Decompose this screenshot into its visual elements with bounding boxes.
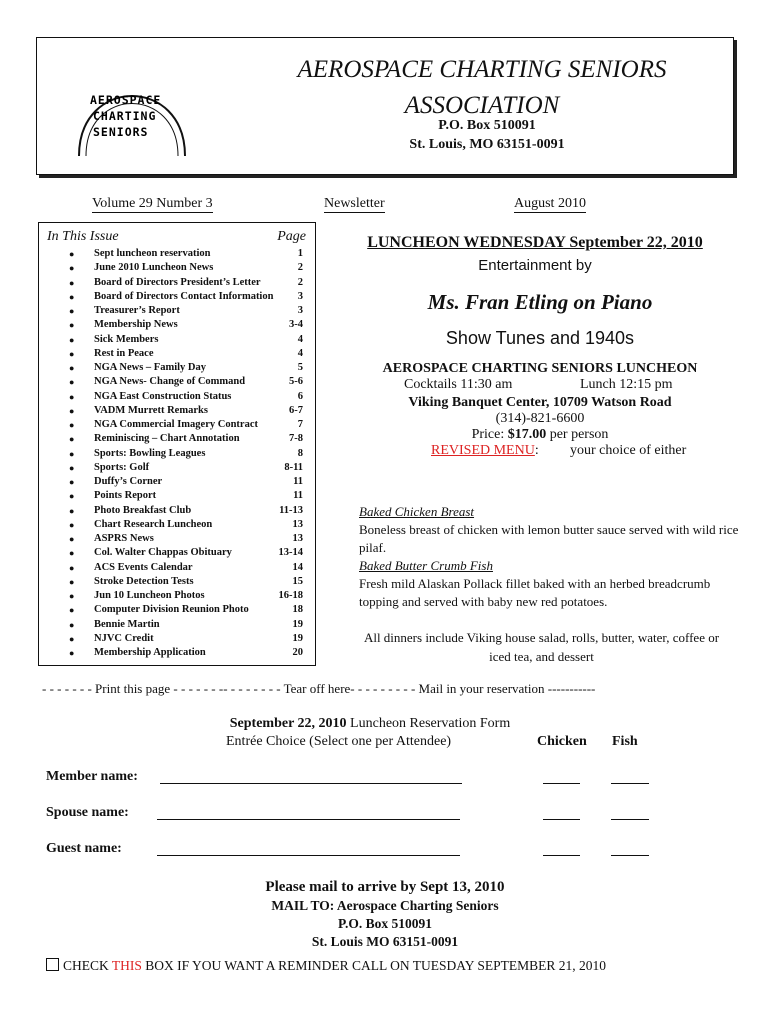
index-item-title: Board of Directors President’s Letter bbox=[94, 276, 261, 288]
dinners-note: All dinners include Viking house salad, rolls, butter, water, coffee or iced tea, and dessert bbox=[363, 630, 720, 664]
bullet-icon: ● bbox=[69, 534, 75, 544]
entertainment-by: Entertainment by bbox=[478, 257, 592, 274]
option-2-name: Baked Butter Crumb Fish bbox=[359, 558, 493, 573]
index-item-title: Bennie Martin bbox=[94, 618, 160, 630]
performer: Ms. Fran Etling on Piano bbox=[427, 290, 653, 314]
tear-off-line: - - - - - - - Print this page - - - - - - -- - - - - - - - Tear off here- - - - - - - - - Mail in your reservation ----------- bbox=[42, 681, 596, 696]
option-1-description: Boneless breast of chicken with lemon butter sauce served with wild rice pilaf. bbox=[359, 522, 739, 555]
index-item-title: Jun 10 Luncheon Photos bbox=[94, 590, 205, 601]
bullet-icon: ● bbox=[69, 363, 75, 373]
bullet-icon: ● bbox=[69, 263, 75, 274]
bullet-icon: ● bbox=[69, 505, 75, 516]
bullet-icon: ● bbox=[69, 291, 75, 302]
index-item bbox=[39, 290, 315, 304]
index-item-title: NGA News- Change of Command bbox=[94, 376, 246, 388]
reminder-highlight: THIS bbox=[111, 958, 142, 973]
org-name bbox=[267, 52, 697, 124]
luncheon-title: LUNCHEON WEDNESDAY September 22, 2010 bbox=[367, 234, 703, 251]
index-item bbox=[39, 375, 315, 389]
revised-menu-label bbox=[431, 443, 539, 459]
index-item bbox=[39, 561, 315, 575]
mail-to: MAIL TO: Aerospace Charting Seniors bbox=[271, 898, 499, 913]
index-item-page: 14 bbox=[292, 561, 303, 573]
index-item-page: 11 bbox=[293, 490, 303, 502]
index-item bbox=[39, 347, 315, 361]
bullet-icon: ● bbox=[69, 320, 75, 331]
index-item-page: 6 bbox=[297, 390, 303, 402]
index-item-page: 3-4 bbox=[289, 319, 303, 331]
bullet-icon: ● bbox=[69, 249, 75, 259]
index-item-title: Treasurer’s Report bbox=[94, 305, 180, 316]
bullet-icon: ● bbox=[69, 405, 75, 416]
bullet-icon: ● bbox=[69, 477, 75, 487]
index-list bbox=[39, 247, 315, 660]
index-item bbox=[39, 404, 315, 418]
bullet-icon: ● bbox=[69, 519, 75, 530]
index-item-title: Membership News bbox=[94, 319, 178, 331]
index-item bbox=[39, 276, 315, 290]
logo-line-3: SENIORS bbox=[93, 125, 149, 139]
reminder-line bbox=[46, 958, 606, 974]
reminder-pre: CHECK bbox=[63, 958, 112, 973]
index-item bbox=[39, 632, 315, 646]
masthead bbox=[36, 37, 734, 175]
luncheon-times bbox=[340, 377, 740, 395]
bullet-icon: ● bbox=[69, 391, 75, 402]
index-item-title: Stroke Detection Tests bbox=[94, 575, 194, 587]
index-item bbox=[39, 361, 315, 375]
price-suffix: per person bbox=[546, 427, 609, 442]
index-item-page: 19 bbox=[292, 632, 303, 644]
index-item-page: 20 bbox=[292, 647, 303, 658]
price-label: Price: bbox=[471, 427, 508, 442]
spouse-chicken-field[interactable] bbox=[543, 819, 580, 820]
index-item bbox=[39, 518, 315, 532]
index-item-page: 8 bbox=[297, 447, 303, 459]
fish-column-header: Fish bbox=[612, 734, 638, 749]
index-item-title: Sept luncheon reservation bbox=[94, 248, 211, 259]
bullet-icon: ● bbox=[69, 633, 75, 644]
bullet-icon: ● bbox=[69, 377, 75, 388]
index-item bbox=[39, 318, 315, 332]
index-item bbox=[39, 432, 315, 446]
index-item-title: VADM Murrett Remarks bbox=[94, 404, 208, 416]
index-item bbox=[39, 618, 315, 632]
reminder-checkbox[interactable] bbox=[46, 958, 59, 971]
index-item-title: NGA Commercial Imagery Contract bbox=[94, 419, 258, 430]
option-2-description: Fresh mild Alaskan Pollack fillet baked with an herbed breadcrumb topping and served with baby new red potatoes. bbox=[359, 576, 711, 609]
guest-chicken-field[interactable] bbox=[543, 855, 580, 856]
association-logo bbox=[57, 46, 207, 158]
form-title-rest: Luncheon Reservation Form bbox=[346, 716, 511, 731]
index-item-title: Board of Directors Contact Information bbox=[94, 290, 274, 302]
bullet-icon: ● bbox=[69, 306, 75, 316]
index-item-title: Sick Members bbox=[94, 333, 159, 345]
index-item-title: ACS Events Calendar bbox=[94, 561, 193, 573]
index-item-title: Reminiscing – Chart Annotation bbox=[94, 433, 240, 445]
index-item-page: 5-6 bbox=[289, 376, 303, 388]
index-item-title: June 2010 Luncheon News bbox=[94, 262, 214, 274]
in-this-issue-box bbox=[38, 222, 316, 666]
member-chicken-field[interactable] bbox=[543, 783, 580, 784]
index-item-title: ASPRS News bbox=[94, 533, 154, 544]
index-item bbox=[39, 461, 315, 475]
index-item-page: 4 bbox=[297, 347, 303, 359]
bullet-icon: ● bbox=[69, 448, 75, 459]
index-item-page: 13-14 bbox=[278, 547, 303, 559]
bullet-icon: ● bbox=[69, 277, 75, 288]
bullet-icon: ● bbox=[69, 462, 75, 473]
index-item-page: 3 bbox=[297, 290, 303, 302]
performance-subtitle: Show Tunes and 1940s bbox=[445, 328, 635, 348]
bullet-icon: ● bbox=[69, 648, 75, 658]
index-item-title: Points Report bbox=[94, 490, 157, 502]
bullet-icon: ● bbox=[69, 619, 75, 630]
guest-name-field[interactable] bbox=[157, 855, 460, 856]
menu-options bbox=[359, 503, 739, 611]
index-item-page: 6-7 bbox=[289, 404, 303, 416]
price bbox=[340, 427, 740, 443]
index-item-title: NGA East Construction Status bbox=[94, 390, 232, 402]
guest-name-label: Guest name: bbox=[46, 841, 122, 856]
luncheon-heading: AEROSPACE CHARTING SENIORS LUNCHEON bbox=[382, 361, 698, 376]
luncheon-announcement bbox=[340, 232, 740, 463]
volume-number: Volume 29 Number 3 bbox=[92, 196, 213, 211]
bullet-icon: ● bbox=[69, 591, 75, 601]
index-item-page: 19 bbox=[292, 618, 303, 630]
bullet-icon: ● bbox=[69, 548, 75, 559]
index-item bbox=[39, 333, 315, 347]
index-item bbox=[39, 489, 315, 503]
index-item bbox=[39, 390, 315, 404]
logo-line-2: CHARTING bbox=[93, 109, 157, 123]
index-item-title: Duffy’s Corner bbox=[94, 476, 163, 487]
index-item-title: Col. Walter Chappas Obituary bbox=[94, 547, 232, 559]
index-item-page: 7-8 bbox=[289, 433, 303, 445]
mailing-instructions bbox=[200, 877, 570, 951]
index-item bbox=[39, 304, 315, 318]
index-item bbox=[39, 546, 315, 560]
spouse-name-label: Spouse name: bbox=[46, 805, 129, 820]
index-item bbox=[39, 447, 315, 461]
member-fish-field[interactable] bbox=[611, 783, 649, 784]
org-address bbox=[337, 116, 637, 154]
revised-menu-rest: your choice of either bbox=[570, 443, 687, 458]
index-item-title: NJVC Credit bbox=[94, 632, 154, 644]
index-item-page: 2 bbox=[297, 276, 303, 288]
publication-type: Newsletter bbox=[324, 196, 385, 211]
price-value: $17.00 bbox=[507, 427, 547, 442]
index-item bbox=[39, 475, 315, 489]
index-item bbox=[39, 247, 315, 261]
bullet-icon: ● bbox=[69, 348, 75, 359]
bullet-icon: ● bbox=[69, 605, 75, 616]
index-item-page: 18 bbox=[292, 604, 303, 616]
index-item-page: 7 bbox=[297, 419, 303, 430]
index-item bbox=[39, 504, 315, 518]
index-item-page: 3 bbox=[297, 305, 303, 316]
index-item bbox=[39, 532, 315, 546]
index-item-page: 11-13 bbox=[279, 504, 303, 516]
index-item-title: Sports: Golf bbox=[94, 461, 150, 473]
spouse-fish-field[interactable] bbox=[611, 819, 649, 820]
entree-instructions: Entrée Choice (Select one per Attendee) bbox=[226, 734, 452, 749]
revised-menu-colon: : bbox=[534, 443, 539, 458]
guest-fish-field[interactable] bbox=[611, 855, 649, 856]
logo-line-1: AEROSPACE bbox=[90, 93, 162, 107]
address-line-1: P.O. Box 510091 bbox=[438, 118, 536, 133]
index-heading: In This Issue bbox=[47, 229, 119, 244]
cocktails-time: Cocktails 11:30 am bbox=[404, 377, 513, 392]
index-page-heading: Page bbox=[277, 229, 306, 244]
org-name-line-1: AEROSPACE CHARTING SENIORS bbox=[297, 56, 667, 83]
index-item-page: 8-11 bbox=[284, 461, 303, 473]
index-item bbox=[39, 589, 315, 603]
index-item-title: Photo Breakfast Club bbox=[94, 504, 192, 516]
index-item bbox=[39, 646, 315, 660]
revised-menu-line bbox=[340, 443, 740, 463]
index-item-page: 5 bbox=[297, 362, 303, 373]
form-title-date: September 22, 2010 bbox=[229, 716, 347, 731]
index-item-title: NGA News – Family Day bbox=[94, 362, 206, 373]
mail-deadline: Please mail to arrive by Sept 13, 2010 bbox=[265, 879, 505, 895]
bullet-icon: ● bbox=[69, 434, 75, 445]
reminder-post: BOX IF YOU WANT A REMINDER CALL ON TUESDAY SEPTEMBER 21, 2010 bbox=[141, 958, 607, 973]
index-item-page: 16-18 bbox=[278, 590, 303, 601]
index-item-title: Rest in Peace bbox=[94, 347, 154, 359]
bullet-icon: ● bbox=[69, 576, 75, 587]
org-name-line-2: ASSOCIATION bbox=[404, 92, 560, 119]
chicken-column-header: Chicken bbox=[537, 734, 587, 749]
address-line-2: St. Louis, MO 63151-0091 bbox=[409, 137, 565, 152]
bullet-icon: ● bbox=[69, 420, 75, 430]
venue-phone: (314)-821-6600 bbox=[495, 411, 585, 426]
index-item-page: 4 bbox=[297, 333, 303, 345]
index-item-page: 13 bbox=[292, 533, 303, 544]
member-name-label: Member name: bbox=[46, 769, 138, 784]
bullet-icon: ● bbox=[69, 562, 75, 573]
index-item bbox=[39, 603, 315, 617]
bullet-icon: ● bbox=[69, 334, 75, 345]
mail-city: St. Louis MO 63151-0091 bbox=[311, 934, 459, 949]
index-item-page: 1 bbox=[297, 248, 303, 259]
lunch-time: Lunch 12:15 pm bbox=[580, 377, 673, 392]
index-item bbox=[39, 261, 315, 275]
index-item-page: 11 bbox=[293, 476, 303, 487]
option-1-name: Baked Chicken Breast bbox=[359, 504, 475, 519]
index-item-page: 15 bbox=[292, 575, 303, 587]
bullet-icon: ● bbox=[69, 491, 75, 502]
index-item-title: Sports: Bowling Leagues bbox=[94, 447, 206, 459]
member-name-field[interactable] bbox=[160, 783, 462, 784]
index-item-page: 2 bbox=[297, 262, 303, 274]
index-item-title: Computer Division Reunion Photo bbox=[94, 604, 249, 616]
mail-box: P.O. Box 510091 bbox=[337, 916, 432, 931]
index-item-page: 13 bbox=[292, 518, 303, 530]
form-title bbox=[170, 716, 570, 732]
spouse-name-field[interactable] bbox=[157, 819, 460, 820]
venue: Viking Banquet Center, 10709 Watson Road bbox=[408, 395, 672, 410]
index-item-title: Membership Application bbox=[94, 647, 206, 658]
revised-menu-text: REVISED MENU bbox=[431, 443, 535, 458]
index-item bbox=[39, 418, 315, 432]
issue-date: August 2010 bbox=[514, 196, 586, 211]
index-item-title: Chart Research Luncheon bbox=[94, 518, 213, 530]
index-item bbox=[39, 575, 315, 589]
